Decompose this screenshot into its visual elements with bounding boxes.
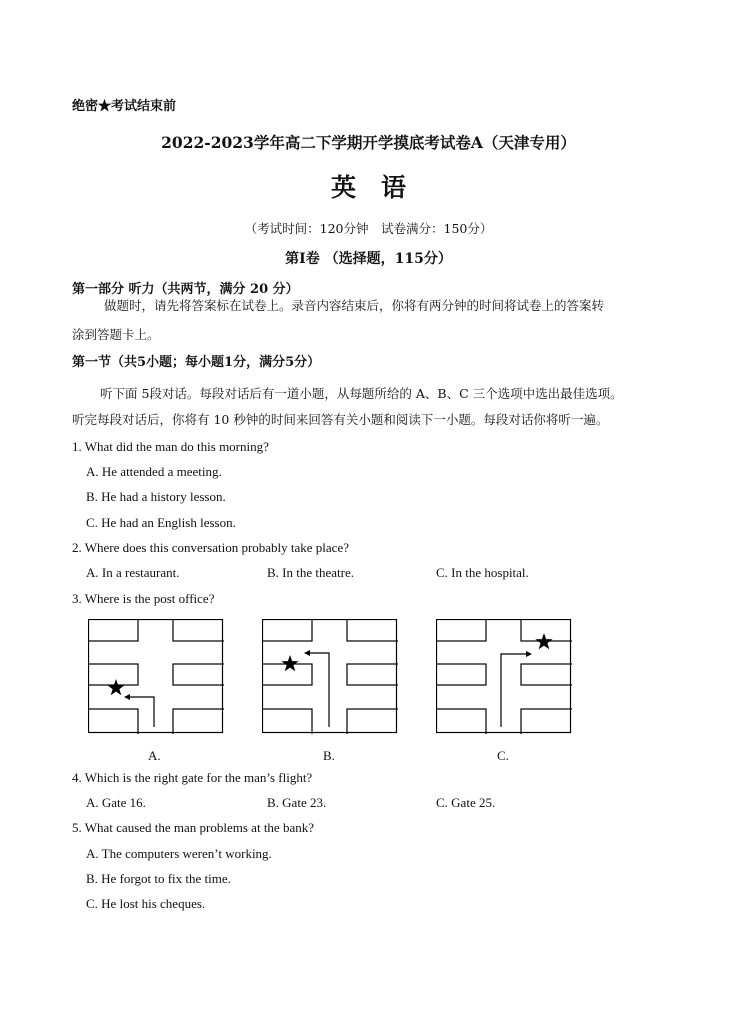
question-4-stem: 4. Which is the right gate for the man’s flight? (72, 770, 313, 785)
question-4-option-b: B. Gate 23. (267, 795, 327, 810)
question-5-option-c: C. He lost his cheques. (86, 896, 206, 911)
question-2-option-c: C. In the hospital. (436, 565, 529, 580)
question-1-option-c: C. He had an English lesson. (86, 515, 236, 530)
exam-info: （考试时间：120分钟 试卷满分：150分） (244, 221, 493, 236)
section1-instruction-line1: 听下面 5段对话。每段对话后有一道小题，从每题所给的 A、B、C 三个选项中选出最佳选项。 (100, 386, 623, 401)
question-5-option-b: B. He forgot to fix the time. (86, 871, 231, 886)
map-a (88, 619, 224, 734)
question-4-option-a: A. Gate 16. (86, 795, 146, 810)
question-5-stem: 5. What caused the man problems at the bank? (72, 820, 314, 835)
question-1-stem: 1. What did the man do this morning? (72, 439, 269, 454)
question-2-option-b: B. In the theatre. (267, 565, 354, 580)
section1-title: 第一节（共5小题；每小题1分，满分5分） (72, 355, 321, 370)
part1-instruction-line1: 做题时，请先将答案标在试卷上。录音内容结束后，你将有两分钟的时间将试卷上的答案转 (104, 298, 605, 313)
volume-title: 第Ⅰ卷 （选择题，115分） (285, 251, 452, 267)
part1-instruction-line2: 涂到答题卡上。 (72, 327, 160, 342)
question-5-option-a: A. The computers weren’t working. (86, 846, 272, 861)
exam-title: 2022-2023学年高二下学期开学摸底考试卷A（天津专用） (161, 133, 576, 152)
star-icon (281, 655, 298, 671)
section1-instruction-line2: 听完每段对话后，你将有 10 秒钟的时间来回答有关小题和阅读下一小题。每段对话你将听一遍。 (72, 412, 609, 427)
star-icon (107, 679, 124, 695)
map-c (436, 619, 572, 734)
part1-title: 第一部分 听力（共两节，满分 20 分） (72, 282, 299, 297)
map-a-label: A. (148, 748, 161, 763)
question-1-option-b: B. He had a history lesson. (86, 489, 226, 504)
map-b (262, 619, 398, 734)
subject-title: 英 语 (330, 173, 406, 202)
question-4-option-c: C. Gate 25. (436, 795, 496, 810)
arrow-icon (128, 697, 154, 727)
map-b-label: B. (323, 748, 335, 763)
arrow-icon (501, 654, 528, 727)
confidential-mark: 绝密★考试结束前 (72, 99, 177, 114)
question-3-stem: 3. Where is the post office? (72, 591, 215, 606)
question-2-option-a: A. In a restaurant. (86, 565, 180, 580)
question-2-stem: 2. Where does this conversation probably take place? (72, 540, 349, 555)
question-1-option-a: A. He attended a meeting. (86, 464, 222, 479)
map-c-label: C. (497, 748, 509, 763)
